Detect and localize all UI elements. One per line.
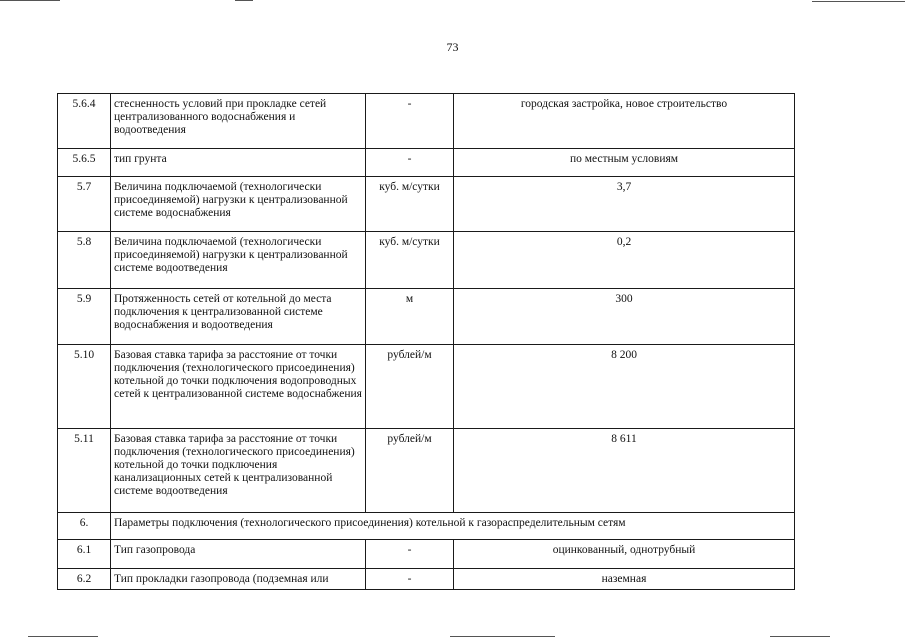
table-row — [58, 177, 795, 232]
row-number: 6.2 — [58, 569, 111, 590]
row-description: стесненность условий при прокладке сетей централизованного водоснабжения и водоотведения — [111, 94, 366, 149]
row-unit: куб. м/сутки — [366, 177, 454, 232]
row-description: Тип газопровода — [111, 540, 366, 569]
row-unit: рублей/м — [366, 345, 454, 429]
table-row — [58, 345, 795, 429]
table-row — [58, 94, 795, 149]
row-number: 5.9 — [58, 289, 111, 345]
table-row — [58, 289, 795, 345]
row-value: наземная — [454, 569, 795, 590]
row-unit: - — [366, 94, 454, 149]
row-number: 5.11 — [58, 429, 111, 513]
specification-table — [57, 93, 795, 590]
row-number: 5.10 — [58, 345, 111, 429]
row-description: Базовая ставка тарифа за расстояние от точки подключения (технологического присоединения) котельной до точки подключения водопроводных сетей к централизованной системе водоснабжения — [111, 345, 366, 429]
section-title: Параметры подключения (технологического присоединения) котельной к газораспределительным сетям — [111, 513, 795, 540]
row-description: Тип прокладки газопровода (подземная или — [111, 569, 366, 590]
scan-artifact-top-left — [0, 0, 60, 1]
row-unit: рублей/м — [366, 429, 454, 513]
row-value: 0,2 — [454, 232, 795, 289]
row-value: по местным условиям — [454, 149, 795, 177]
row-value: 8 611 — [454, 429, 795, 513]
scan-artifact-bottom-right — [770, 636, 830, 637]
row-value: городская застройка, новое строительство — [454, 94, 795, 149]
row-description: Базовая ставка тарифа за расстояние от точки подключения (технологического присоединения) котельной до точки подключения канализационных сетей к централизованной системе водоотведения — [111, 429, 366, 513]
row-number: 6.1 — [58, 540, 111, 569]
row-number: 5.6.5 — [58, 149, 111, 177]
table-row — [58, 540, 795, 569]
row-description: Величина подключаемой (технологически присоединяемой) нагрузки к централизованной системе водоснабжения — [111, 177, 366, 232]
scan-artifact-bottom-mid — [450, 636, 555, 637]
row-description: тип грунта — [111, 149, 366, 177]
row-unit: м — [366, 289, 454, 345]
row-unit: - — [366, 540, 454, 569]
scan-artifact-top-mid — [235, 0, 253, 1]
row-value: 300 — [454, 289, 795, 345]
table-row — [58, 569, 795, 590]
row-number: 5.7 — [58, 177, 111, 232]
scan-artifact-top-right — [812, 1, 905, 2]
section-header-row — [58, 513, 795, 540]
table-row — [58, 232, 795, 289]
row-value: 8 200 — [454, 345, 795, 429]
row-description: Протяженность сетей от котельной до места подключения к централизованной системе водоснабжения и водоотведения — [111, 289, 366, 345]
row-unit: - — [366, 569, 454, 590]
row-number: 5.6.4 — [58, 94, 111, 149]
table-row — [58, 149, 795, 177]
row-unit: - — [366, 149, 454, 177]
row-number: 5.8 — [58, 232, 111, 289]
page-number: 73 — [446, 40, 459, 54]
row-value: оцинкованный, однотрубный — [454, 540, 795, 569]
scan-artifact-bottom-left — [28, 636, 98, 637]
row-description: Величина подключаемой (технологически присоединяемой) нагрузки к централизованной системе водоотведения — [111, 232, 366, 289]
row-unit: куб. м/сутки — [366, 232, 454, 289]
section-number: 6. — [58, 513, 111, 540]
table-row — [58, 429, 795, 513]
row-value: 3,7 — [454, 177, 795, 232]
